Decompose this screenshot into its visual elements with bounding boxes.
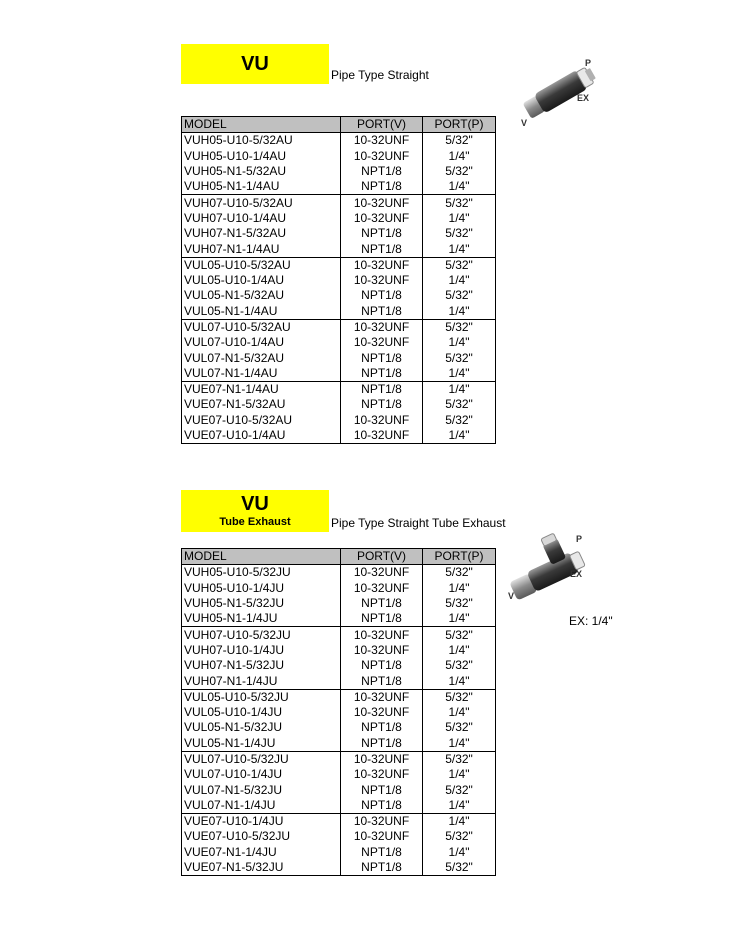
section-subtitle: Pipe Type Straight: [331, 68, 429, 82]
port-p-cell: 5/32": [423, 350, 496, 365]
port-p-cell: 1/4": [423, 428, 496, 444]
model-cell: VUL05-U10-5/32AU: [182, 257, 341, 273]
table-row: [182, 611, 496, 627]
model-cell: VUL05-N1-1/4AU: [182, 304, 341, 320]
model-cell: VUL05-N1-5/32JU: [182, 720, 341, 735]
table-row: [182, 767, 496, 782]
model-cell: VUE07-N1-1/4AU: [182, 382, 341, 398]
model-cell: VUL07-U10-1/4AU: [182, 335, 341, 350]
port-v-cell: 10-32UNF: [341, 705, 423, 720]
series-label-box: [181, 490, 329, 532]
port-v-cell: 10-32UNF: [341, 133, 423, 149]
model-cell: VUL05-U10-5/32JU: [182, 689, 341, 705]
table-row: [182, 350, 496, 365]
port-p-cell: 1/4": [423, 767, 496, 782]
table-row: [182, 273, 496, 288]
port-p-cell: 1/4": [423, 845, 496, 860]
port-p-cell: 1/4": [423, 705, 496, 720]
port-v-cell: NPT1/8: [341, 782, 423, 797]
table-row: [182, 829, 496, 844]
table-row: [182, 226, 496, 241]
header-port-p: PORT(P): [423, 549, 496, 565]
exhaust-size-note: EX: 1/4": [569, 614, 613, 628]
model-cell: VUL07-U10-5/32JU: [182, 751, 341, 767]
table-row: [182, 288, 496, 303]
port-p-cell: 1/4": [423, 366, 496, 382]
port-p-cell: 1/4": [423, 581, 496, 596]
port-v-cell: 10-32UNF: [341, 413, 423, 428]
model-cell: VUH05-N1-5/32JU: [182, 596, 341, 611]
model-cell: VUE07-U10-1/4AU: [182, 428, 341, 444]
port-ex-label: EX: [577, 93, 590, 103]
table-row: [182, 149, 496, 164]
model-cell: VUL07-N1-5/32AU: [182, 350, 341, 365]
port-v-cell: NPT1/8: [341, 798, 423, 814]
table-row: [182, 581, 496, 596]
model-cell: VUL05-N1-1/4JU: [182, 736, 341, 752]
port-p-cell: 5/32": [423, 319, 496, 335]
port-v-cell: 10-32UNF: [341, 335, 423, 350]
table-row: [182, 736, 496, 752]
table-row: [182, 319, 496, 335]
table-row: [182, 257, 496, 273]
model-cell: VUH05-U10-5/32JU: [182, 565, 341, 581]
port-p-cell: 1/4": [423, 382, 496, 398]
model-cell: VUL07-N1-5/32JU: [182, 782, 341, 797]
table-row: [182, 428, 496, 444]
port-p-cell: 5/32": [423, 860, 496, 876]
port-p-cell: 5/32": [423, 164, 496, 179]
port-v-cell: 10-32UNF: [341, 581, 423, 596]
table-row: [182, 751, 496, 767]
model-cell: VUH05-U10-1/4JU: [182, 581, 341, 596]
header-port-p: PORT(P): [423, 117, 496, 133]
port-v-cell: 10-32UNF: [341, 273, 423, 288]
port-v-cell: NPT1/8: [341, 845, 423, 860]
table-header-row: [182, 549, 496, 565]
model-cell: VUH07-N1-1/4JU: [182, 673, 341, 689]
port-p-cell: 1/4": [423, 643, 496, 658]
table-row: [182, 382, 496, 398]
port-v-cell: NPT1/8: [341, 382, 423, 398]
port-v-cell: 10-32UNF: [341, 211, 423, 226]
table-row: [182, 845, 496, 860]
port-v-label: V: [521, 118, 528, 128]
port-v-cell: NPT1/8: [341, 611, 423, 627]
port-p-cell: 5/32": [423, 658, 496, 673]
model-cell: VUH05-N1-1/4JU: [182, 611, 341, 627]
port-v-cell: 10-32UNF: [341, 767, 423, 782]
model-cell: VUL05-N1-5/32AU: [182, 288, 341, 303]
port-v-cell: 10-32UNF: [341, 814, 423, 830]
port-p-cell: 5/32": [423, 413, 496, 428]
table-row: [182, 211, 496, 226]
port-ex-label: EX: [570, 569, 583, 579]
port-v-cell: NPT1/8: [341, 397, 423, 412]
port-p-cell: 1/4": [423, 335, 496, 350]
port-v-cell: 10-32UNF: [341, 689, 423, 705]
port-p-cell: 1/4": [423, 241, 496, 257]
port-v-cell: 10-32UNF: [341, 565, 423, 581]
model-cell: VUH07-U10-5/32JU: [182, 627, 341, 643]
header-model: MODEL: [182, 549, 341, 565]
port-v-cell: NPT1/8: [341, 226, 423, 241]
port-v-cell: 10-32UNF: [341, 751, 423, 767]
table-row: [182, 814, 496, 830]
port-p-cell: 1/4": [423, 736, 496, 752]
table-row: [182, 720, 496, 735]
port-p-label: P: [576, 534, 583, 544]
series-sublabel: Tube Exhaust: [219, 516, 291, 528]
model-cell: VUH07-N1-5/32JU: [182, 658, 341, 673]
model-cell: VUL07-U10-5/32AU: [182, 319, 341, 335]
model-cell: VUH05-U10-5/32AU: [182, 133, 341, 149]
port-p-cell: 5/32": [423, 782, 496, 797]
table-row: [182, 366, 496, 382]
port-v-cell: NPT1/8: [341, 596, 423, 611]
port-v-label: V: [508, 591, 515, 601]
table-row: [182, 627, 496, 643]
model-cell: VUE07-U10-1/4JU: [182, 814, 341, 830]
model-cell: VUH05-N1-5/32AU: [182, 164, 341, 179]
table-row: [182, 413, 496, 428]
table-row: [182, 133, 496, 149]
port-v-cell: 10-32UNF: [341, 257, 423, 273]
table-row: [182, 195, 496, 211]
port-v-cell: NPT1/8: [341, 288, 423, 303]
port-v-cell: NPT1/8: [341, 350, 423, 365]
model-cell: VUL07-U10-1/4JU: [182, 767, 341, 782]
table-row: [182, 304, 496, 320]
table-row: [182, 673, 496, 689]
port-p-cell: 1/4": [423, 673, 496, 689]
port-p-cell: 5/32": [423, 689, 496, 705]
port-p-cell: 5/32": [423, 627, 496, 643]
model-cell: VUE07-U10-5/32AU: [182, 413, 341, 428]
table-row: [182, 705, 496, 720]
port-p-cell: 1/4": [423, 814, 496, 830]
table-row: [182, 335, 496, 350]
port-p-cell: 1/4": [423, 611, 496, 627]
port-p-cell: 5/32": [423, 751, 496, 767]
model-cell: VUL05-U10-1/4JU: [182, 705, 341, 720]
port-v-cell: 10-32UNF: [341, 319, 423, 335]
header-model: MODEL: [182, 117, 341, 133]
model-cell: VUH07-N1-5/32AU: [182, 226, 341, 241]
section-subtitle: Pipe Type Straight Tube Exhaust: [331, 516, 506, 530]
port-v-cell: 10-32UNF: [341, 829, 423, 844]
table-row: [182, 798, 496, 814]
table-row: [182, 689, 496, 705]
table-header-row: [182, 117, 496, 133]
model-cell: VUH07-U10-1/4JU: [182, 643, 341, 658]
series-label: VU: [241, 53, 269, 75]
model-cell: VUE07-U10-5/32JU: [182, 829, 341, 844]
port-v-cell: NPT1/8: [341, 304, 423, 320]
table-row: [182, 179, 496, 195]
port-p-cell: 1/4": [423, 211, 496, 226]
port-p-cell: 5/32": [423, 397, 496, 412]
port-p-cell: 5/32": [423, 288, 496, 303]
port-v-cell: NPT1/8: [341, 241, 423, 257]
table-row: [182, 643, 496, 658]
port-p-cell: 5/32": [423, 133, 496, 149]
port-v-cell: 10-32UNF: [341, 149, 423, 164]
model-cell: VUE07-N1-1/4JU: [182, 845, 341, 860]
port-v-cell: NPT1/8: [341, 720, 423, 735]
port-p-cell: 5/32": [423, 565, 496, 581]
port-v-cell: 10-32UNF: [341, 627, 423, 643]
port-p-cell: 1/4": [423, 149, 496, 164]
port-v-cell: NPT1/8: [341, 658, 423, 673]
model-cell: VUL05-U10-1/4AU: [182, 273, 341, 288]
port-p-cell: 5/32": [423, 257, 496, 273]
port-v-cell: NPT1/8: [341, 736, 423, 752]
port-v-cell: NPT1/8: [341, 164, 423, 179]
tee-fitting-photo-icon: [498, 531, 598, 606]
port-p-cell: 5/32": [423, 829, 496, 844]
table-row: [182, 658, 496, 673]
series-label: VU: [241, 493, 269, 515]
model-cell: VUH05-N1-1/4AU: [182, 179, 341, 195]
model-cell: VUL07-N1-1/4JU: [182, 798, 341, 814]
table-row: [182, 164, 496, 179]
table-row: [182, 860, 496, 876]
model-cell: VUE07-N1-5/32JU: [182, 860, 341, 876]
table-row: [182, 782, 496, 797]
port-p-cell: 1/4": [423, 179, 496, 195]
model-cell: VUH07-N1-1/4AU: [182, 241, 341, 257]
port-p-cell: 1/4": [423, 304, 496, 320]
model-cell: VUH07-U10-5/32AU: [182, 195, 341, 211]
port-p-cell: 5/32": [423, 195, 496, 211]
table-row: [182, 397, 496, 412]
port-v-cell: NPT1/8: [341, 179, 423, 195]
header-port-v: PORT(V): [341, 117, 423, 133]
parts-table: [181, 548, 496, 876]
port-v-cell: 10-32UNF: [341, 643, 423, 658]
table-row: [182, 241, 496, 257]
model-cell: VUH07-U10-1/4AU: [182, 211, 341, 226]
model-cell: VUH05-U10-1/4AU: [182, 149, 341, 164]
header-port-v: PORT(V): [341, 549, 423, 565]
port-p-label: P: [585, 58, 592, 68]
parts-table: [181, 116, 496, 444]
port-p-cell: 5/32": [423, 596, 496, 611]
port-v-cell: NPT1/8: [341, 860, 423, 876]
port-v-cell: NPT1/8: [341, 366, 423, 382]
port-p-cell: 1/4": [423, 273, 496, 288]
model-cell: VUE07-N1-5/32AU: [182, 397, 341, 412]
port-p-cell: 5/32": [423, 720, 496, 735]
series-label-box: [181, 44, 329, 84]
port-p-cell: 5/32": [423, 226, 496, 241]
port-v-cell: 10-32UNF: [341, 195, 423, 211]
model-cell: VUL07-N1-1/4AU: [182, 366, 341, 382]
table-row: [182, 596, 496, 611]
port-p-cell: 1/4": [423, 798, 496, 814]
straight-fitting-photo-icon: [505, 55, 610, 130]
port-v-cell: 10-32UNF: [341, 428, 423, 444]
port-v-cell: NPT1/8: [341, 673, 423, 689]
table-row: [182, 565, 496, 581]
